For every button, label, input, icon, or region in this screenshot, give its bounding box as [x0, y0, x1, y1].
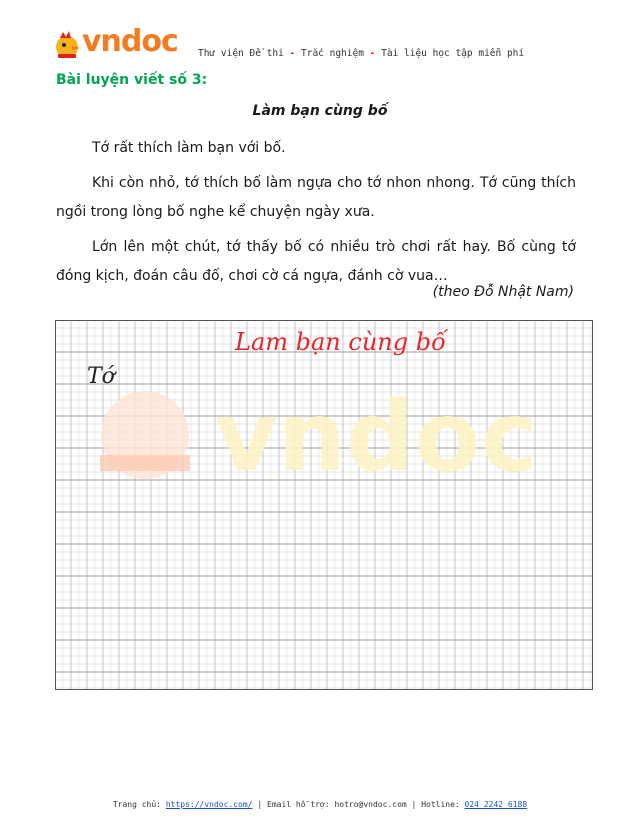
tagline-separator: - [289, 48, 296, 59]
vndoc-logo[interactable] [52, 24, 184, 64]
tagline-docs: Tài liệu học tập miễn phí [381, 48, 525, 59]
footer-divider: | [257, 800, 263, 809]
exercise-title: Bài luyện viết số 3: [56, 72, 208, 88]
passage [56, 134, 576, 299]
footer-divider: | [411, 800, 417, 809]
page-header [52, 24, 592, 68]
footer-hotline-label: Hotline: [421, 800, 460, 809]
tagline-quiz: Trắc nghiệm [301, 48, 364, 59]
page-footer [0, 800, 640, 809]
footer-home-label: Trang chủ: [112, 800, 161, 809]
footer-hotline[interactable]: 024 2242 6188 [464, 800, 528, 809]
cursive-title: Lam bạn cùng bố [235, 328, 446, 356]
tagline-library: Thư viện Đề thi [198, 48, 284, 59]
paragraph: Lớn lên một chút, tớ thấy bố có nhiều trò chơi rất hay. Bố cùng tớ đóng kịch, đoán câu đố, chơi cờ cá ngựa, đánh cờ vua… [56, 239, 576, 284]
footer-email[interactable]: hotro@vndoc.com [334, 800, 407, 809]
paragraph: Khi còn nhỏ, tớ thích bố làm ngựa cho tớ nhon nhong. Tớ cũng thích ngồi trong lòng bố nghe kể chuyện ngày xưa. [56, 175, 576, 220]
paragraph: Tớ rất thích làm bạn với bố. [92, 140, 286, 156]
footer-email-label: Email hỗ trợ: [267, 800, 330, 809]
passage-source: (theo Đỗ Nhật Nam) [432, 284, 574, 300]
watermark-text: vndoc [215, 381, 538, 493]
footer-home-link[interactable]: https://vndoc.com/ [165, 800, 253, 809]
vndoc-watermark-icon [55, 320, 593, 690]
rooster-mascot-icon [52, 30, 82, 60]
tagline-separator: - [369, 48, 376, 59]
logo-text: vndoc [82, 24, 178, 59]
passage-title: Làm bạn cùng bố [252, 103, 388, 119]
header-tagline [198, 48, 524, 59]
handwriting-practice-grid [55, 320, 593, 690]
cursive-first-word: Tớ [87, 364, 115, 389]
